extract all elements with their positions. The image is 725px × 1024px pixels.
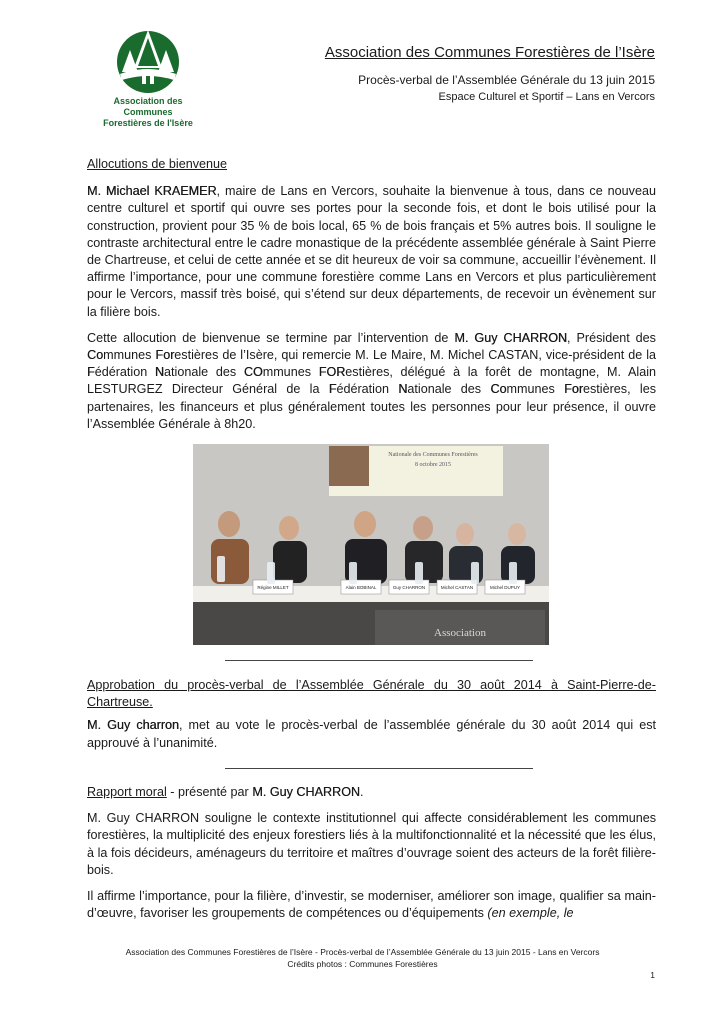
text: estières de l’Isère, qui remercie M. Le Maire, M. Michel CASTAN, vice-président de la	[174, 348, 656, 363]
banner-text: Association	[434, 627, 486, 639]
text: - présenté par	[166, 785, 253, 799]
assembly-photo	[193, 444, 549, 645]
paragraph-text: , maire de Lans en Vercors, souhaite la bienvenue à tous, dans ce nouveau centre culturel et sportif qui ouvre ses portes pour la seconde fois, et dont le bois utilisé pour la construction, provient pour 35 % de bois local, 65 % de bois français et 5% autres bois. Il souligne le contraste architectural entre le cadre monastique de la précédente assemblée générale à Saint Pierre de Chartreuse, et celui de cette année et se dit heureux de voir sa commune, accueillir l’évènement. Il affirme l’importance, pour une commune forestière comme Lans en Vercors et plus particulièrement pour le Vercors, massif très boisé, qui s’étend sur deux départements, de recevoir un évènement sur la filière bois.	[87, 184, 656, 319]
name-placard: Michel DUPUY	[489, 585, 521, 590]
footer-line-2: Crédits photos : Communes Forestières	[287, 959, 438, 969]
logo-line-2: Forestières de l'Isère	[103, 118, 193, 128]
document-subtitle: Procès-verbal de l’Assemblée Générale du 13 juin 2015	[358, 73, 655, 87]
paragraph: M. Guy CHARRON souligne le contexte institutionnel qui affecte considérablement les communes forestières, la multiplicité des enjeux forestiers liés à la multifonctionnalité et la nécessité que les élus, à la fois décideurs, aménageurs du territoire et maîtres d’ouvrage soient des acteurs de la forêt filière-bois.	[87, 811, 656, 877]
acronym-letter: CO	[243, 365, 263, 380]
document-title: Association des Communes Forestières de l’Isère	[324, 44, 655, 61]
text: édération	[94, 365, 155, 380]
speaker-name: M. Michael KRAEMER	[87, 184, 217, 199]
forest-emblem-icon	[114, 28, 182, 94]
text: édération	[336, 382, 399, 397]
acronym-letter: N	[398, 382, 408, 397]
section-heading: Allocutions de bienvenue	[87, 157, 228, 171]
page-footer	[0, 946, 725, 970]
speaker-name: M. Guy CHARRON	[252, 785, 360, 799]
acronym-letter: Co	[490, 382, 507, 397]
association-logo	[88, 28, 208, 128]
acronym-letter: N	[154, 365, 165, 380]
section-rapport-moral	[87, 784, 656, 922]
acronym-letter: For	[564, 382, 583, 397]
section-heading: Rapport moral	[87, 785, 167, 799]
page-number: 1	[650, 970, 655, 980]
separator-line	[225, 768, 533, 769]
text: estières, délégué à la forêt de montagne, M. Alain LESTURGEZ Directeur Général de la	[87, 365, 657, 397]
paragraph	[87, 183, 656, 321]
text: ationale des	[407, 382, 491, 397]
text: mmunes	[506, 382, 565, 397]
paragraph	[87, 888, 656, 922]
paragraph	[87, 330, 656, 433]
separator-line	[225, 660, 533, 661]
acronym-letter: FOR	[318, 365, 346, 380]
speaker-name: M. Guy charron	[87, 718, 179, 733]
name-placard: Régine MILLET	[257, 585, 289, 590]
acronym-letter: F	[328, 382, 337, 397]
acronym-letter: Co	[87, 348, 104, 363]
footer-line-1: Association des Communes Forestières de l’Isère - Procès-verbal de l’Assemblée Générale du 13 juin 2015 - Lans en Vercors	[125, 947, 600, 957]
section-allocutions	[87, 156, 656, 433]
section-heading: Approbation du procès-verbal de l’Assemblée Générale du 30 août 2014 à Saint-Pierre-de-Chartreuse.	[87, 678, 656, 710]
text: , Président des	[567, 330, 656, 345]
text: mmunes	[262, 365, 319, 380]
screen-date: 8 octobre 2015	[415, 462, 451, 468]
text: ationale des	[164, 365, 244, 380]
speaker-name: M. Guy CHARRON	[454, 330, 568, 345]
name-placard: Alain BOBINAL	[345, 585, 377, 590]
paragraph-text: Il affirme l’importance, pour la filière, d’investir, se moderniser, améliorer son image, qualifier sa main-d’œuvre, favoriser les groupements de compétences ou d’équipements	[87, 889, 656, 921]
italic-text: (en exemple, le	[487, 906, 574, 921]
section-approbation	[87, 677, 656, 752]
acronym-letter: For	[155, 348, 175, 363]
acronym-letter: F	[87, 365, 95, 380]
name-placard: Michel CASTAN	[440, 585, 474, 590]
logo-line-1: Association des Communes	[113, 96, 183, 117]
paragraph-text: , met au vote le procès-verbal de l’assemblée générale du 30 août 2014 qui est approuvé à l’unanimité.	[87, 718, 656, 750]
text: Cette allocution de bienvenue se termine par l’intervention de	[87, 330, 455, 345]
name-placard: Guy CHARRON	[392, 585, 426, 590]
paragraph	[87, 717, 656, 751]
document-location: Espace Culturel et Sportif – Lans en Vercors	[438, 91, 655, 103]
text: estières, les partenaires, les financeurs et plus généralement toutes les personnes pour leur présence, il ouvre l’Assemblée Générale à 8h20.	[87, 382, 656, 431]
text: mmunes	[103, 348, 156, 363]
text: .	[359, 785, 364, 799]
screen-title: Nationale des Communes Forestières	[388, 452, 478, 458]
